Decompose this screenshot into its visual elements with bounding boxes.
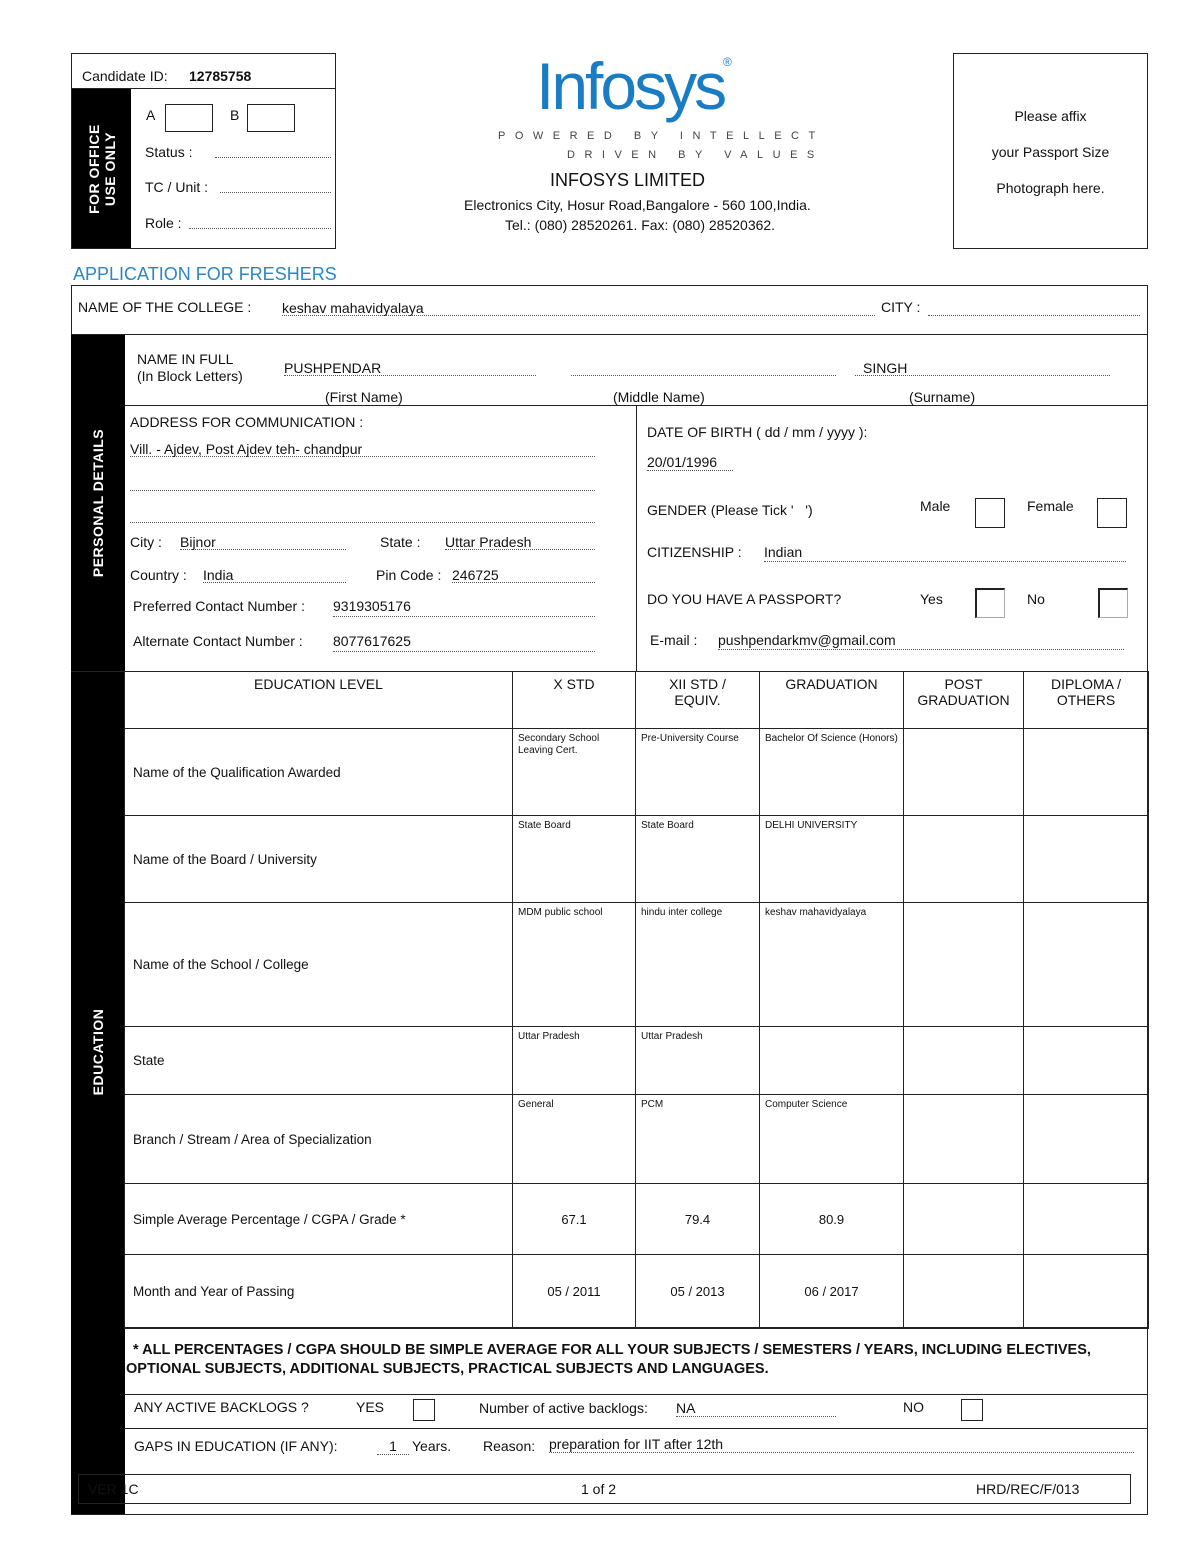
a-label: A xyxy=(146,107,156,123)
registered-mark: ® xyxy=(723,55,732,69)
table-cell[interactable] xyxy=(1024,1095,1149,1184)
footer-form-code: HRD/REC/F/013 xyxy=(976,1481,1080,1497)
address-line3-field[interactable] xyxy=(130,507,595,523)
infosys-logo xyxy=(536,46,724,126)
candidate-id-row xyxy=(72,54,335,89)
table-row xyxy=(125,1027,1149,1095)
table-cell[interactable] xyxy=(904,1184,1024,1255)
gaps-label: GAPS IN EDUCATION (IF ANY): xyxy=(134,1438,338,1454)
company-address: Electronics City, Hosur Road,Bangalore - 560 100,India. xyxy=(464,197,811,213)
email-label: E-mail : xyxy=(650,632,698,648)
passport-yes-label: Yes xyxy=(920,591,943,607)
alternate-contact-label: Alternate Contact Number : xyxy=(133,633,303,649)
male-label: Male xyxy=(920,498,951,514)
table-cell[interactable] xyxy=(1024,1027,1149,1095)
header-diploma-others: DIPLOMA / OTHERS xyxy=(1024,672,1149,729)
education-text: EDUCATION xyxy=(90,1008,106,1096)
address-line1-field[interactable] xyxy=(130,441,595,457)
table-row xyxy=(125,1184,1149,1255)
photo-box[interactable] xyxy=(953,53,1148,249)
table-cell[interactable]: State Board xyxy=(513,816,636,903)
table-cell[interactable] xyxy=(1024,816,1149,903)
country-label: Country : xyxy=(130,567,187,583)
state-field[interactable] xyxy=(445,534,595,550)
table-row xyxy=(125,1255,1149,1329)
dob-value: 20/01/1996 xyxy=(647,454,718,470)
footer-box xyxy=(78,1474,1131,1504)
citizenship-label: CITIZENSHIP : xyxy=(647,544,742,560)
table-cell[interactable]: DELHI UNIVERSITY xyxy=(760,816,904,903)
row-label: Name of the Qualification Awarded xyxy=(125,729,513,816)
table-cell[interactable]: 05 / 2011 xyxy=(513,1255,636,1329)
city-value: Bijnor xyxy=(180,534,216,550)
dob-label: DATE OF BIRTH ( dd / mm / yyyy ): xyxy=(647,424,868,440)
table-cell[interactable]: hindu inter college xyxy=(636,903,760,1027)
table-cell[interactable]: Pre-University Course xyxy=(636,729,760,816)
table-row xyxy=(125,1095,1149,1184)
college-city-field[interactable] xyxy=(928,300,1140,316)
middle-name-field[interactable] xyxy=(571,360,836,376)
table-cell[interactable] xyxy=(904,1095,1024,1184)
table-cell[interactable] xyxy=(760,1027,904,1095)
role-field[interactable] xyxy=(189,228,331,229)
row-label: Name of the Board / University xyxy=(125,816,513,903)
personal-details-text: PERSONAL DETAILS xyxy=(90,428,106,578)
header-graduation: GRADUATION xyxy=(760,672,904,729)
address-line2-field[interactable] xyxy=(130,475,595,491)
table-cell[interactable] xyxy=(1024,1255,1149,1329)
logo-text: Infosys xyxy=(536,49,725,123)
row-label: Branch / Stream / Area of Specialization xyxy=(125,1095,513,1184)
table-cell[interactable]: 79.4 xyxy=(636,1184,760,1255)
company-phone: Tel.: (080) 28520261. Fax: (080) 28520362. xyxy=(505,217,776,233)
reason-field[interactable] xyxy=(549,1436,1134,1453)
education-header-row xyxy=(125,672,1149,729)
passport-no-checkbox[interactable] xyxy=(1098,588,1128,618)
name-label-line2: (In Block Letters) xyxy=(137,368,243,384)
photo-line2: your Passport Size xyxy=(991,144,1110,160)
personal-column-divider xyxy=(636,405,637,671)
table-row xyxy=(125,816,1149,903)
alternate-contact-field[interactable] xyxy=(333,633,595,652)
form-title: APPLICATION FOR FRESHERS xyxy=(73,264,337,284)
middle-name-caption: (Middle Name) xyxy=(613,389,705,405)
pin-code-value: 246725 xyxy=(452,567,499,583)
row-label: Simple Average Percentage / CGPA / Grade * xyxy=(125,1184,513,1255)
table-cell[interactable]: MDM public school xyxy=(513,903,636,1027)
female-label: Female xyxy=(1027,498,1074,514)
backlog-count-value: NA xyxy=(676,1400,696,1416)
email-field[interactable] xyxy=(718,632,1124,650)
table-cell[interactable] xyxy=(904,1255,1024,1329)
table-cell[interactable]: keshav mahavidyalaya xyxy=(760,903,904,1027)
pin-code-label: Pin Code : xyxy=(376,567,442,583)
tagline-line2: DRIVEN BY VALUES xyxy=(567,149,824,161)
table-cell[interactable] xyxy=(904,903,1024,1027)
table-cell[interactable]: 67.1 xyxy=(513,1184,636,1255)
preferred-contact-field[interactable] xyxy=(333,598,595,617)
candidate-id-value: 12785758 xyxy=(189,68,252,84)
header-x-std: X STD xyxy=(513,672,636,729)
b-box[interactable] xyxy=(247,104,295,132)
table-cell[interactable]: Computer Science xyxy=(760,1095,904,1184)
backlog-yes-checkbox[interactable] xyxy=(413,1399,435,1421)
citizenship-value: Indian xyxy=(764,544,803,560)
backlog-label: ANY ACTIVE BACKLOGS ? xyxy=(134,1399,309,1415)
passport-label: DO YOU HAVE A PASSPORT? xyxy=(647,591,842,607)
office-use-side-label xyxy=(72,89,131,248)
table-row xyxy=(125,903,1149,1027)
dob-field[interactable] xyxy=(647,454,733,471)
table-cell[interactable] xyxy=(904,816,1024,903)
header-xii-std: XII STD / EQUIV. xyxy=(636,672,760,729)
table-bottom-divider xyxy=(124,1327,1148,1329)
first-name-value: PUSHPENDAR xyxy=(284,360,382,376)
office-use-line1: FOR OFFICE xyxy=(85,123,102,214)
college-field[interactable] xyxy=(282,300,875,316)
table-cell[interactable]: Bachelor Of Science (Honors) xyxy=(760,729,904,816)
office-box xyxy=(71,53,336,249)
status-label: Status : xyxy=(145,144,193,160)
table-cell[interactable] xyxy=(1024,729,1149,816)
a-box[interactable] xyxy=(165,104,213,132)
college-value: keshav mahavidyalaya xyxy=(282,300,424,316)
backlog-row-top-divider xyxy=(124,1394,1148,1395)
email-value: pushpendarkmv@gmail.com xyxy=(718,632,896,648)
address-label: ADDRESS FOR COMMUNICATION : xyxy=(130,414,364,430)
first-name-caption: (First Name) xyxy=(325,389,403,405)
reason-label: Reason: xyxy=(483,1438,536,1454)
reason-value: preparation for IIT after 12th xyxy=(549,1436,724,1452)
table-cell[interactable] xyxy=(904,729,1024,816)
table-cell[interactable]: General xyxy=(513,1095,636,1184)
backlog-yes-label: YES xyxy=(356,1399,385,1415)
table-cell[interactable]: Secondary School Leaving Cert. xyxy=(513,729,636,816)
gender-label: GENDER (Please Tick ' ') xyxy=(647,502,813,518)
city-field[interactable] xyxy=(180,534,346,550)
citizenship-field[interactable] xyxy=(764,544,1126,562)
header-post-graduation: POST GRADUATION xyxy=(904,672,1024,729)
table-cell[interactable] xyxy=(1024,903,1149,1027)
country-field[interactable] xyxy=(203,567,346,583)
b-label: B xyxy=(230,107,240,123)
address-line1-value: Vill. - Ajdev, Post Ajdev teh- chandpur xyxy=(130,441,363,457)
table-cell[interactable]: State Board xyxy=(636,816,760,903)
college-city-label: CITY : xyxy=(881,299,921,315)
photo-line3: Photograph here. xyxy=(996,180,1105,196)
education-table xyxy=(124,671,1149,1329)
footer-page-number: 1 of 2 xyxy=(581,1481,617,1497)
company-name: INFOSYS LIMITED xyxy=(550,170,706,190)
city-label: City : xyxy=(130,534,162,550)
country-value: India xyxy=(203,567,234,583)
alternate-contact-value: 8077617625 xyxy=(333,633,411,649)
role-label: Role : xyxy=(145,215,182,231)
passport-yes-checkbox[interactable] xyxy=(975,588,1005,618)
state-label: State : xyxy=(380,534,421,550)
gaps-unit: Years. xyxy=(412,1438,452,1454)
surname-field[interactable] xyxy=(855,360,1110,376)
gaps-value: 1 xyxy=(389,1438,397,1454)
gaps-value-field[interactable] xyxy=(377,1438,409,1455)
percentage-note: * ALL PERCENTAGES / CGPA SHOULD BE SIMPLE AVERAGE FOR ALL YOUR SUBJECTS / SEMESTERS / YEARS, INCLUDING ELECTIVES, OPTIONAL SUBJECTS, ADDITIONAL SUBJECTS, PRACTICAL SUBJECTS AND LANGUAGES. xyxy=(126,1342,1091,1377)
row-label: Name of the School / College xyxy=(125,903,513,1027)
table-cell[interactable]: PCM xyxy=(636,1095,760,1184)
surname-value: SINGH xyxy=(863,360,908,376)
first-name-field[interactable] xyxy=(284,360,536,376)
personal-details-side-label xyxy=(71,335,125,671)
state-value: Uttar Pradesh xyxy=(445,534,532,550)
education-side-label xyxy=(71,672,125,1514)
photo-line1: Please affix xyxy=(1014,108,1087,124)
office-use-line2: USE ONLY xyxy=(101,131,118,206)
table-cell[interactable]: Uttar Pradesh xyxy=(513,1027,636,1095)
name-label-line1: NAME IN FULL xyxy=(137,351,234,367)
tc-unit-field[interactable] xyxy=(220,192,331,193)
backlog-no-checkbox[interactable] xyxy=(961,1399,983,1421)
passport-no-label: No xyxy=(1027,591,1045,607)
row-label: Month and Year of Passing xyxy=(125,1255,513,1329)
table-row xyxy=(125,729,1149,816)
male-checkbox[interactable] xyxy=(975,498,1005,528)
tagline-line1: POWERED BY INTELLECT xyxy=(498,130,825,142)
header-education-level: EDUCATION LEVEL xyxy=(125,672,513,729)
candidate-id-label: Candidate ID: xyxy=(82,68,168,84)
tc-unit-label: TC / Unit : xyxy=(145,179,209,195)
backlog-no-label: NO xyxy=(903,1399,924,1415)
preferred-contact-value: 9319305176 xyxy=(333,598,411,614)
table-cell[interactable]: Uttar Pradesh xyxy=(636,1027,760,1095)
surname-caption: (Surname) xyxy=(909,389,976,405)
preferred-contact-label: Preferred Contact Number : xyxy=(133,598,305,614)
table-cell[interactable] xyxy=(904,1027,1024,1095)
footer-version: VER 1C xyxy=(88,1481,139,1497)
pin-code-field[interactable] xyxy=(452,567,595,583)
status-field[interactable] xyxy=(215,157,331,158)
table-cell[interactable]: 06 / 2017 xyxy=(760,1255,904,1329)
female-checkbox[interactable] xyxy=(1097,498,1127,528)
table-cell[interactable]: 05 / 2013 xyxy=(636,1255,760,1329)
table-cell[interactable] xyxy=(1024,1184,1149,1255)
table-cell[interactable]: 80.9 xyxy=(760,1184,904,1255)
gaps-row-top-divider xyxy=(124,1428,1148,1429)
row-label: State xyxy=(125,1027,513,1095)
college-label: NAME OF THE COLLEGE : xyxy=(78,299,252,315)
backlog-count-label: Number of active backlogs: xyxy=(479,1400,648,1416)
backlog-count-field[interactable] xyxy=(676,1400,836,1417)
